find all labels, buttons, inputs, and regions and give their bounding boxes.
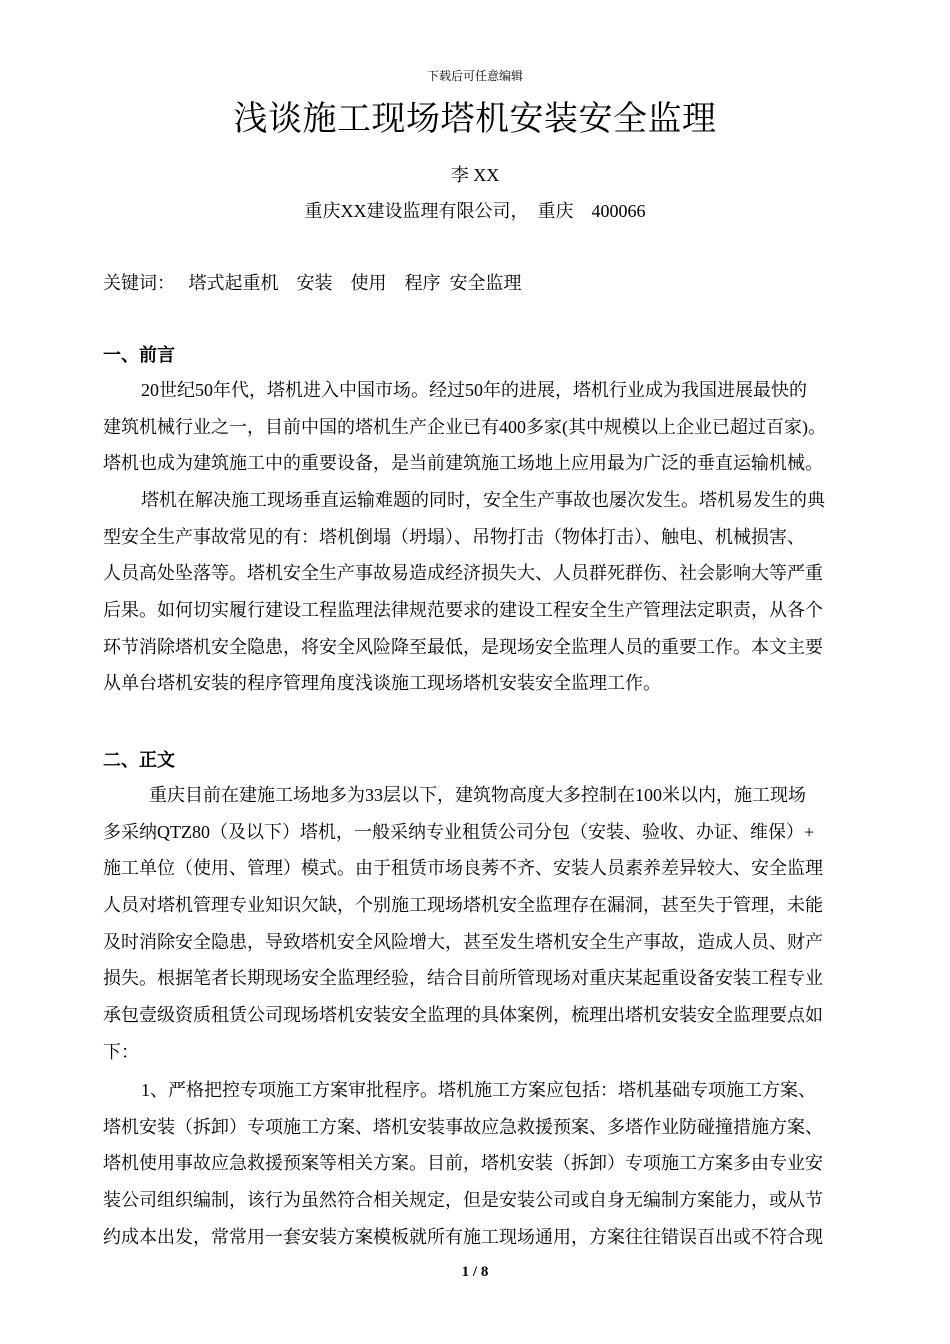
text-line: 重庆目前在建施工场地多为33层以下，建筑物高度大多控制在100米以内，施工现场 (149, 785, 806, 805)
text-line: 环节消除塔机安全隐患，将安全风险降至最低，是现场安全监理人员的重要工作。本文主要 (103, 636, 823, 657)
paragraph (103, 372, 871, 482)
text-line: 人员高处坠落等。塔机安全生产事故易造成经济损失大、人员群死群伤、社会影响大等严重 (103, 563, 823, 584)
text-line: 从单台塔机安装的程序管理角度浅谈施工现场塔机安装安全监理工作。 (103, 673, 661, 694)
text-line: 塔机安装（拆卸）专项施工方案、塔机安装事故应急救援预案、多塔作业防碰撞措施方案、 (103, 1116, 823, 1137)
text-line: 损失。根据笔者长期现场安全监理经验，结合目前所管现场对重庆某起重设备安装工程专业 (103, 968, 823, 989)
section-heading-body: 二、正文 (103, 750, 175, 770)
section-heading-preface: 一、前言 (103, 345, 175, 365)
author-name: 李 XX (450, 165, 500, 185)
paragraph (103, 1072, 871, 1255)
text-line: 人员对塔机管理专业知识欠缺，个别施工现场塔机安全监理存在漏洞，甚至失于管理，未能 (103, 895, 823, 916)
text-line: 下： (103, 1041, 139, 1062)
header-note: 下载后可任意编辑 (426, 69, 523, 83)
page-number: 1 / 8 (461, 1264, 489, 1280)
document-title: 浅谈施工现场塔机安装安全监理 (233, 101, 717, 138)
text-line: 塔机也成为建筑施工中的重要设备，是当前建筑施工场地上应用最为广泛的垂直运输机械。 (103, 453, 823, 474)
text-line: 塔机使用事故应急救援预案等相关方案。目前，塔机安装（拆卸）专项施工方案多由专业安 (103, 1153, 823, 1174)
text-line: 约成本出发，常常用一套安装方案模板就所有施工现场通用，方案往往错误百出或不符合现 (103, 1226, 823, 1247)
text-line: 塔机在解决施工现场垂直运输难题的同时，安全生产事故也屡次发生。塔机易发生的典 (141, 490, 825, 510)
paragraph (103, 777, 871, 1071)
text-line: 施工单位（使用、管理）模式。由于租赁市场良莠不齐、安装人员素养差异较大、安全监理 (103, 858, 823, 879)
author-affiliation: 重庆XX建设监理有限公司， 重庆 400066 (304, 201, 646, 221)
text-line: 承包壹级资质租赁公司现场塔机安装安全监理的具体案例，梳理出塔机安装安全监理要点如 (103, 1005, 823, 1026)
text-line: 后果。如何切实履行建设工程监理法律规范要求的建设工程安全生产管理法定职责，从各个 (103, 600, 823, 621)
text-line: 装公司组织编制，该行为虽然符合相关规定，但是安装公司或自身无编制方案能力，或从节 (103, 1190, 823, 1211)
text-line: 多采纳QTZ80（及以下）塔机，一般采纳专业租赁公司分包（安装、验收、办证、维保）+ (103, 821, 815, 842)
text-line: 及时消除安全隐患，导致塔机安全风险增大，甚至发生塔机安全生产事故，造成人员、财产 (103, 931, 823, 952)
text-line: 型安全生产事故常见的有：塔机倒塌（坍塌）、吊物打击（物体打击）、触电、机械损害、 (103, 526, 805, 547)
keywords-line: 关键词： 塔式起重机 安装 使用 程序 安全监理 (103, 273, 522, 293)
text-line: 建筑机械行业之一，目前中国的塔机生产企业已有400多家(其中规模以上企业已超过百家)。 (103, 416, 826, 437)
text-line: 1、严格把控专项施工方案审批程序。塔机施工方案应包括：塔机基础专项施工方案、 (141, 1080, 816, 1100)
paragraph (103, 482, 871, 702)
text-line: 20世纪50年代，塔机进入中国市场。经过50年的进展，塔机行业成为我国进展最快的 (141, 380, 807, 400)
